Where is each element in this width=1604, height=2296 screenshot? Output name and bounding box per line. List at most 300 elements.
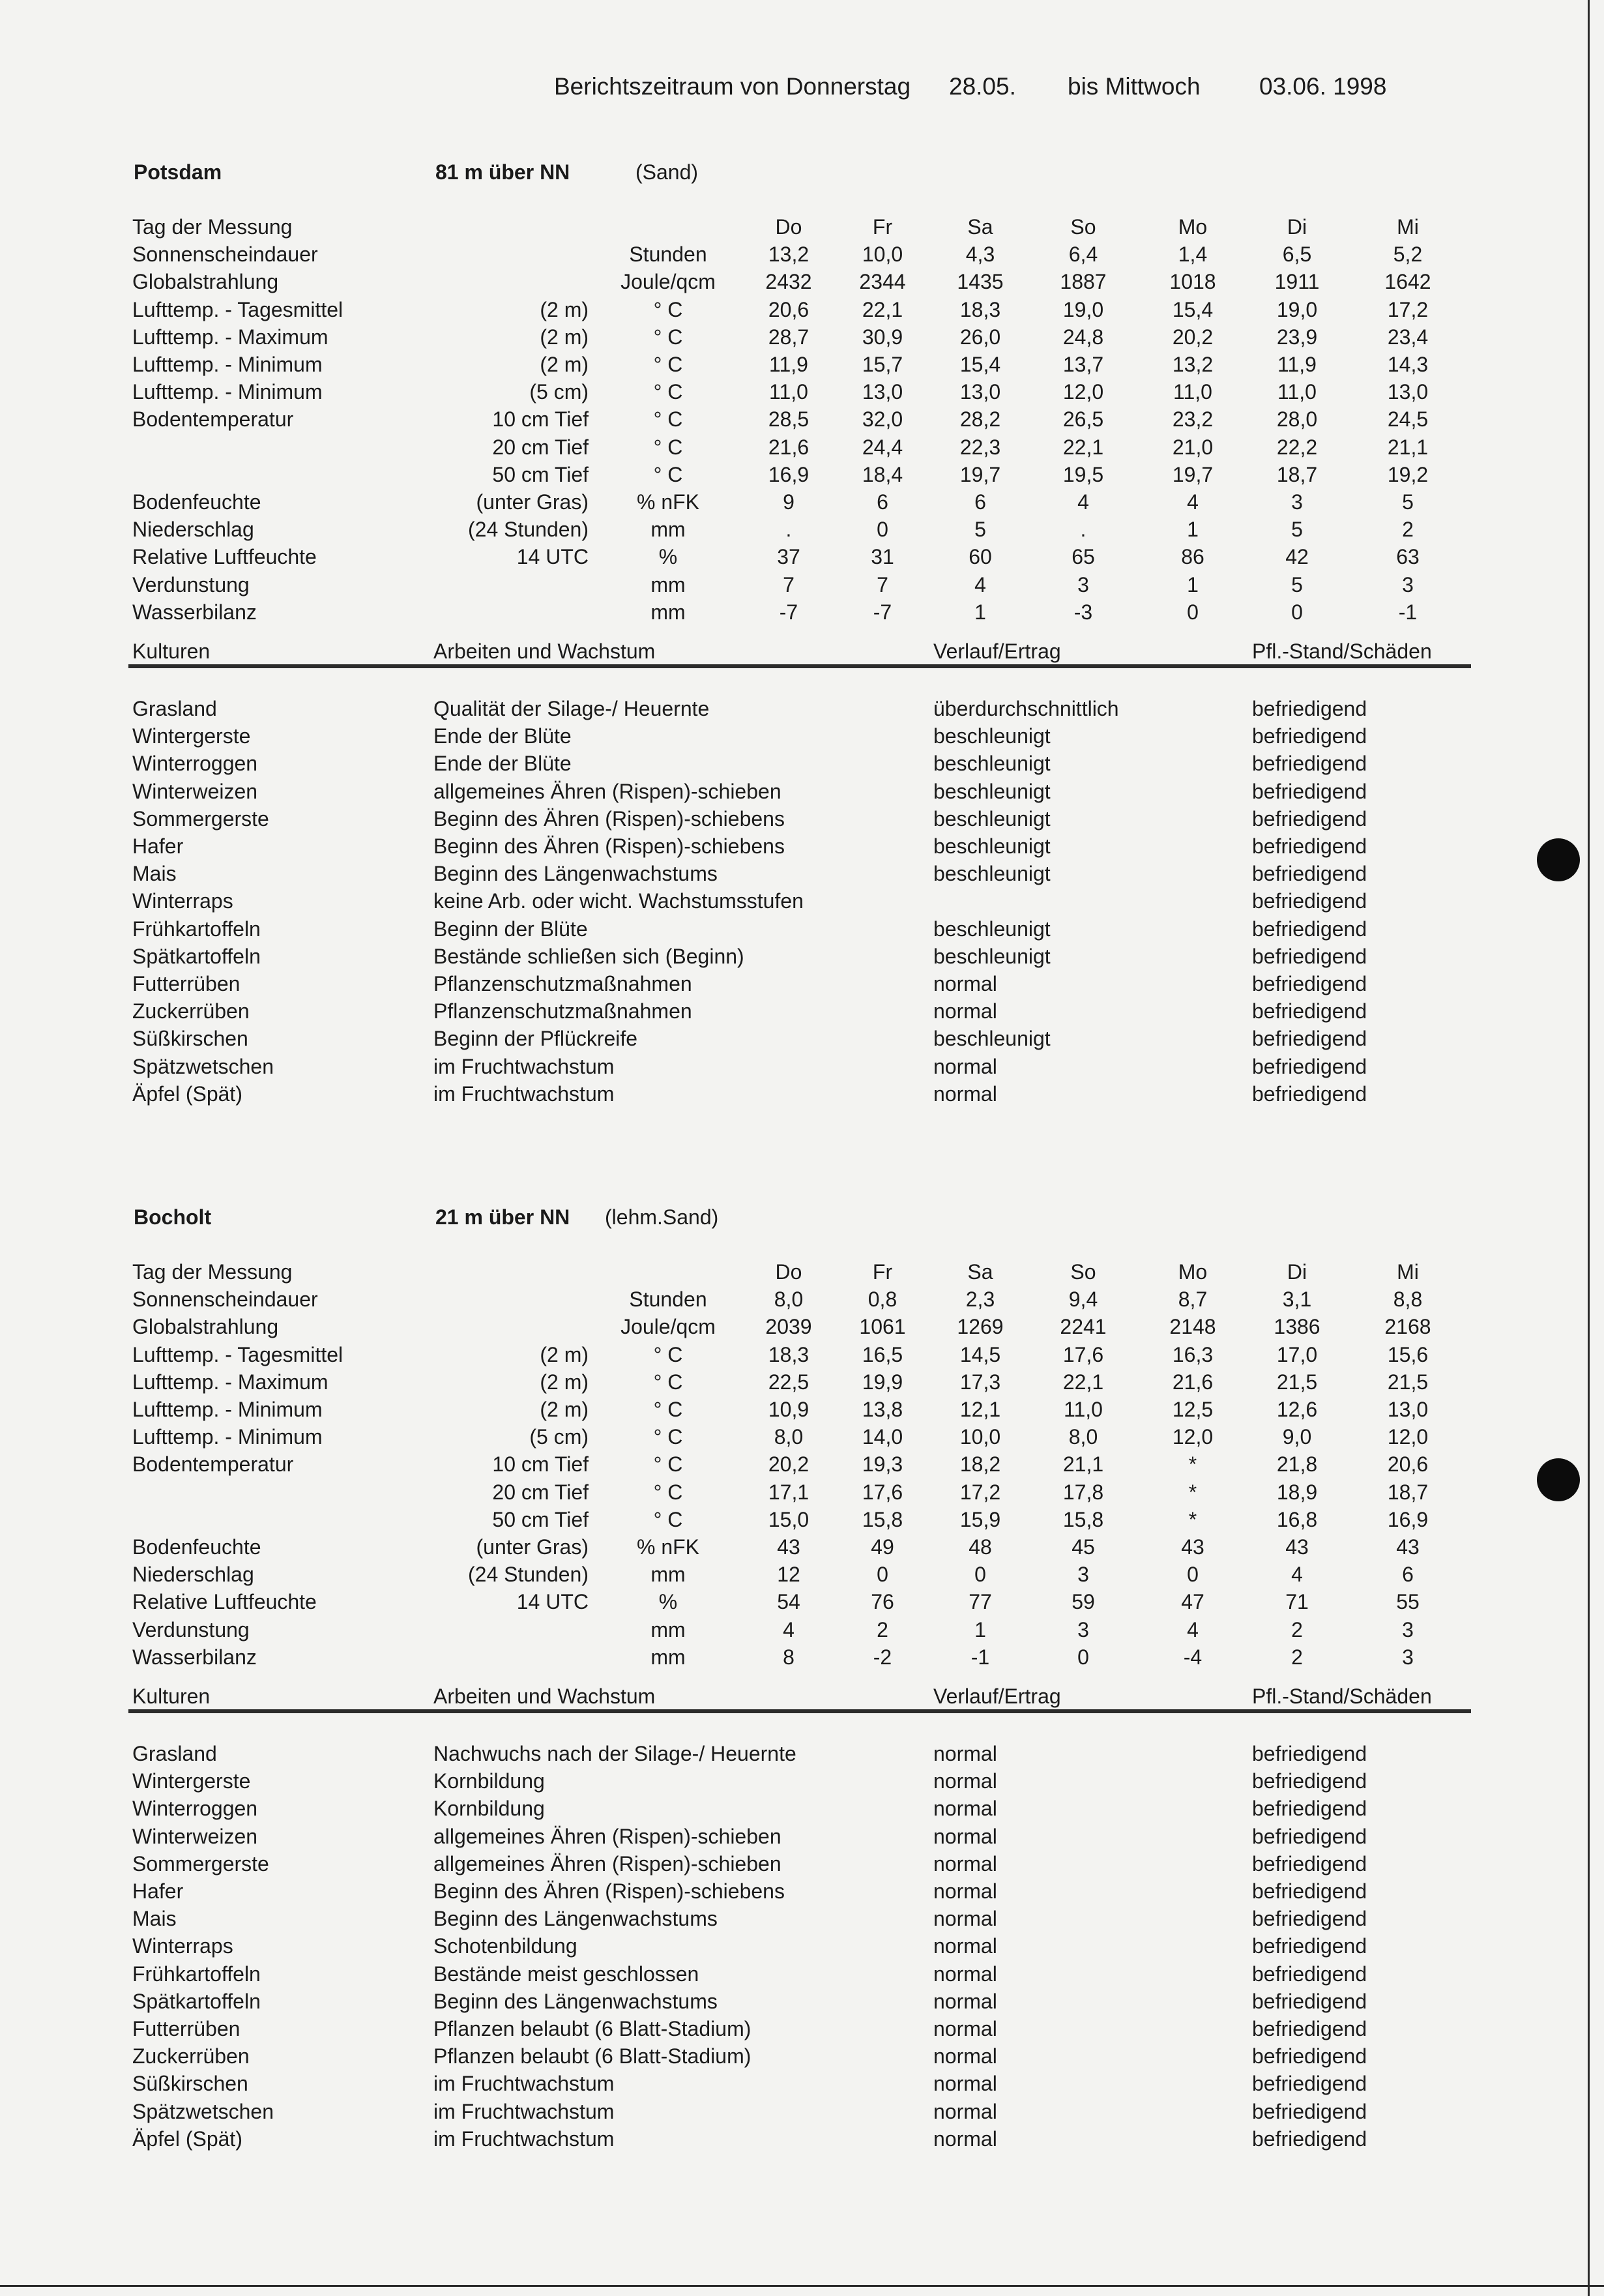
crop-work: im Fruchtwachstum (433, 2127, 615, 2151)
measurement-value: 10,9 (768, 1398, 809, 1421)
measurement-unit: ° C (653, 325, 683, 349)
measurement-value: 0,8 (868, 1288, 897, 1312)
crop-name: Spätkartoffeln (132, 944, 261, 968)
crop-work: Ende der Blüte (433, 724, 572, 748)
measurement-value: 9 (783, 490, 795, 514)
measurement-value: 6,5 (1282, 243, 1312, 267)
measurement-value: 13,2 (768, 243, 809, 267)
measurement-value: 6 (974, 490, 986, 514)
day-header-mo: Mo (1178, 215, 1208, 239)
measurement-unit: % nFK (636, 1535, 700, 1559)
crop-table-rule (128, 664, 1471, 668)
measurement-value: 0 (1187, 1563, 1199, 1587)
crop-progress: normal (933, 2072, 997, 2096)
measurement-value: 4 (1077, 490, 1089, 514)
measurement-value: 1887 (1060, 270, 1107, 294)
measurement-value: 1,4 (1178, 243, 1208, 267)
measurement-value: 18,2 (959, 1452, 1001, 1477)
measurement-value: 0 (974, 1563, 986, 1587)
station-name: Potsdam (134, 160, 222, 184)
crop-table-header: Pfl.-Stand/Schäden (1252, 1685, 1432, 1708)
crop-work: Beginn des Ähren (Rispen)-schiebens (433, 1879, 785, 1903)
measurement-value: 7 (877, 572, 888, 596)
measurement-value: 15,8 (1062, 1507, 1104, 1531)
measurement-value: 8,0 (774, 1288, 804, 1312)
crop-work: Kornbildung (433, 1797, 545, 1821)
crop-name: Grasland (132, 697, 217, 720)
crop-table-header: Arbeiten und Wachstum (433, 1685, 656, 1708)
measurement-value: -1 (1398, 600, 1418, 624)
measurement-value: 24,4 (862, 435, 903, 459)
measurement-value: -1 (970, 1645, 990, 1669)
measurement-value: 2148 (1169, 1315, 1216, 1339)
crop-progress: beschleunigt (933, 724, 1051, 748)
measurement-value: 1 (1187, 572, 1199, 596)
measurement-value: 3,1 (1282, 1288, 1312, 1312)
measurement-value: 30,9 (862, 325, 903, 349)
measurement-label: Lufttemp. - Tagesmittel (132, 297, 343, 321)
crop-progress: normal (933, 1082, 997, 1106)
day-header-do: Do (775, 1260, 802, 1284)
crop-progress: beschleunigt (933, 779, 1051, 803)
measurement-label: Lufttemp. - Minimum (132, 353, 323, 376)
crop-name: Futterrüben (132, 972, 241, 995)
measurement-unit: ° C (653, 1342, 683, 1366)
day-header-mi: Mi (1397, 1260, 1419, 1284)
crop-condition: befriedigend (1252, 697, 1367, 720)
measurement-value: 15,0 (768, 1507, 809, 1531)
crop-name: Winterweizen (132, 1824, 258, 1848)
measurement-unit: ° C (653, 435, 683, 459)
measurement-value: 22,1 (1062, 435, 1104, 459)
measurement-unit: mm (650, 572, 686, 596)
measurement-value: 3 (1291, 490, 1303, 514)
measurement-value: . (1080, 518, 1086, 542)
day-header-di: Di (1287, 215, 1307, 239)
crop-name: Spätzwetschen (132, 2099, 274, 2123)
measurement-value: 0 (877, 1563, 888, 1587)
measurement-unit: ° C (653, 1398, 683, 1421)
measurement-value: 3 (1402, 1617, 1414, 1641)
crop-name: Süßkirschen (132, 2072, 248, 2096)
crop-progress: beschleunigt (933, 834, 1051, 858)
measurement-value: 2 (1402, 518, 1414, 542)
measurement-value: 23,9 (1276, 325, 1318, 349)
crop-work: Kornbildung (433, 1769, 545, 1793)
measurement-value: 24,8 (1062, 325, 1104, 349)
measurement-value: 1269 (957, 1315, 1004, 1339)
measurement-value: 17,3 (959, 1370, 1001, 1394)
crop-table-header: Verlauf/Ertrag (933, 1685, 1061, 1708)
period-middle: bis Mittwoch (1068, 73, 1201, 100)
measurement-value: 1386 (1274, 1315, 1320, 1339)
measurement-value: 19,2 (1387, 462, 1429, 486)
measurement-condition: (unter Gras) (476, 490, 589, 514)
measurement-value: 15,9 (959, 1507, 1001, 1531)
measurement-value: 20,2 (1172, 325, 1214, 349)
crop-work: Pflanzen belaubt (6 Blatt-Stadium) (433, 2017, 751, 2040)
punch-hole-top (1537, 838, 1580, 881)
measurement-value: 43 (1285, 1535, 1309, 1559)
crop-work: Beginn des Ähren (Rispen)-schiebens (433, 834, 785, 858)
measurement-value: 21,6 (1172, 1370, 1214, 1394)
measurement-value: 8 (783, 1645, 795, 1669)
measurement-value: 76 (871, 1590, 894, 1614)
measurement-value: 48 (969, 1535, 992, 1559)
crop-work: Beginn des Ähren (Rispen)-schiebens (433, 806, 785, 831)
measurement-value: 1018 (1169, 270, 1216, 294)
measurement-value: 20,6 (1387, 1452, 1429, 1477)
measurement-condition: (5 cm) (529, 1425, 589, 1449)
crop-name: Winterraps (132, 1934, 233, 1958)
measurement-value: 13,0 (959, 380, 1001, 404)
period-end-date: 03.06. 1998 (1259, 73, 1387, 100)
measurement-value: 3 (1077, 572, 1089, 596)
measurement-value: 43 (777, 1535, 800, 1559)
crop-progress: normal (933, 2044, 997, 2068)
measurement-value: 4 (1187, 490, 1199, 514)
measurement-value: . (785, 518, 792, 542)
measurement-value: 17,2 (959, 1480, 1001, 1504)
measurement-value: 20,2 (768, 1452, 809, 1477)
measurement-value: 15,7 (862, 353, 903, 376)
crop-condition: befriedigend (1252, 1082, 1367, 1106)
crop-progress: beschleunigt (933, 806, 1051, 831)
measurement-value: 24,5 (1387, 407, 1429, 432)
crop-progress: beschleunigt (933, 944, 1051, 968)
crop-condition: befriedigend (1252, 834, 1367, 858)
crop-name: Wintergerste (132, 724, 251, 748)
measurement-value: 5 (974, 518, 986, 542)
measurement-value: 13,0 (1387, 380, 1429, 404)
measurement-value: 11,0 (1173, 380, 1212, 404)
crop-name: Äpfel (Spät) (132, 2127, 242, 2151)
measurement-value: 22,2 (1276, 435, 1318, 459)
measurement-unit: mm (650, 1563, 686, 1587)
crop-work: Nachwuchs nach der Silage-/ Heuernte (433, 1742, 796, 1765)
crop-table-rule (128, 1709, 1471, 1713)
crop-work: keine Arb. oder wicht. Wachstumsstufen (433, 889, 804, 913)
crop-condition: befriedigend (1252, 1824, 1367, 1848)
crop-condition: befriedigend (1252, 1797, 1367, 1821)
measurement-value: 3 (1402, 1645, 1414, 1669)
crop-condition: befriedigend (1252, 779, 1367, 803)
measurement-value: 16,9 (1387, 1507, 1429, 1531)
crop-progress: normal (933, 1851, 997, 1876)
measurement-value: 28,2 (959, 407, 1001, 432)
measurement-value: 9,0 (1282, 1425, 1312, 1449)
measurement-label: Bodentemperatur (132, 407, 294, 432)
measurement-label: Lufttemp. - Tagesmittel (132, 1342, 343, 1366)
crop-name: Futterrüben (132, 2017, 241, 2040)
crop-condition: befriedigend (1252, 1962, 1367, 1986)
measurement-value: 20,6 (768, 297, 809, 321)
crop-work: Bestände meist geschlossen (433, 1962, 699, 1986)
measurement-label: Verdunstung (132, 572, 250, 596)
measurement-value: 10,0 (959, 1425, 1001, 1449)
station-name: Bocholt (134, 1205, 212, 1229)
measurement-unit: ° C (653, 1452, 683, 1477)
crop-progress: normal (933, 1962, 997, 1986)
measurement-value: 5,2 (1393, 243, 1423, 267)
measurement-value: 45 (1072, 1535, 1095, 1559)
measurement-label: Bodenfeuchte (132, 1535, 261, 1559)
measurement-value: 22,3 (959, 435, 1001, 459)
measurement-value: -3 (1073, 600, 1093, 624)
crop-condition: befriedigend (1252, 862, 1367, 886)
crop-condition: befriedigend (1252, 917, 1367, 941)
crop-progress: normal (933, 2017, 997, 2040)
measurement-value: 6 (877, 490, 888, 514)
measurement-condition: 50 cm Tief (492, 1507, 589, 1531)
measurement-value: 12 (777, 1563, 800, 1587)
crop-condition: befriedigend (1252, 1879, 1367, 1903)
measurement-value: 16,5 (862, 1342, 903, 1366)
crop-work: Pflanzen belaubt (6 Blatt-Stadium) (433, 2044, 751, 2068)
measurement-label: Wasserbilanz (132, 1645, 257, 1669)
measurement-condition: (2 m) (540, 1342, 589, 1366)
measurement-value: 1911 (1274, 270, 1320, 294)
measurement-value: 22,5 (768, 1370, 809, 1394)
measurement-label: Globalstrahlung (132, 1315, 279, 1339)
measurement-value: 11,0 (1277, 380, 1317, 404)
measurement-value: 54 (777, 1590, 800, 1614)
crop-progress: normal (933, 1989, 997, 2013)
measurement-value: 13,2 (1172, 353, 1214, 376)
measurement-value: 21,8 (1276, 1452, 1318, 1477)
measurement-value: 15,6 (1387, 1342, 1429, 1366)
measurement-value: 28,5 (768, 407, 809, 432)
measurement-value: 55 (1396, 1590, 1420, 1614)
measurement-value: 1 (974, 600, 986, 624)
crop-name: Wintergerste (132, 1769, 251, 1793)
measurement-value: 2 (1291, 1617, 1303, 1641)
crop-name: Hafer (132, 834, 184, 858)
period-prefix: Berichtszeitraum von Donnerstag (554, 73, 911, 100)
measurement-value: 23,4 (1387, 325, 1429, 349)
measurement-label: Lufttemp. - Minimum (132, 1425, 323, 1449)
measurement-value: 21,0 (1172, 435, 1214, 459)
measurement-condition: 50 cm Tief (492, 462, 589, 486)
measurement-value: * (1188, 1452, 1197, 1477)
measurement-value: 14,0 (862, 1425, 903, 1449)
crop-condition: befriedigend (1252, 2127, 1367, 2151)
measurement-value: 8,0 (1068, 1425, 1098, 1449)
measurement-condition: (2 m) (540, 1370, 589, 1394)
measurement-value: 1 (1187, 518, 1199, 542)
crop-name: Hafer (132, 1879, 184, 1903)
measurement-value: 32,0 (862, 407, 903, 432)
measurement-value: 31 (871, 545, 894, 569)
measurement-value: 19,0 (1062, 297, 1104, 321)
measurement-value: 21,5 (1387, 1370, 1429, 1394)
measurement-unit: ° C (653, 380, 683, 404)
crop-work: Beginn der Pflückreife (433, 1027, 638, 1051)
crop-condition: befriedigend (1252, 724, 1367, 748)
crop-name: Sommergerste (132, 1851, 269, 1876)
crop-work: im Fruchtwachstum (433, 1054, 615, 1078)
measurement-value: 2168 (1384, 1315, 1431, 1339)
crop-condition: befriedigend (1252, 752, 1367, 776)
crop-progress: normal (933, 2099, 997, 2123)
measurement-value: 19,7 (959, 462, 1001, 486)
period-start-date: 28.05. (949, 73, 1016, 100)
measurement-unit: Joule/qcm (620, 1315, 716, 1339)
crop-name: Frühkartoffeln (132, 917, 261, 941)
page-edge-right (1588, 0, 1590, 2296)
crop-progress: normal (933, 2127, 997, 2151)
station-soil: (lehm.Sand) (605, 1205, 719, 1229)
measurement-unit: mm (650, 518, 686, 542)
crop-work: allgemeines Ähren (Rispen)-schieben (433, 779, 781, 803)
crop-condition: befriedigend (1252, 1907, 1367, 1931)
measurement-value: 12,0 (1387, 1425, 1429, 1449)
measurement-value: 19,3 (862, 1452, 903, 1477)
crop-name: Zuckerrüben (132, 2044, 250, 2068)
page-edge-bottom (0, 2285, 1604, 2287)
crop-name: Äpfel (Spät) (132, 1082, 242, 1106)
day-header-fr: Fr (872, 215, 893, 239)
measurement-unit: ° C (653, 1425, 683, 1449)
crop-name: Grasland (132, 1742, 217, 1765)
measurement-condition: 14 UTC (516, 1590, 589, 1614)
crop-progress: normal (933, 1742, 997, 1765)
measurement-value: 17,6 (1062, 1342, 1104, 1366)
day-label: Tag der Messung (132, 1260, 293, 1284)
measurement-value: 8,0 (774, 1425, 804, 1449)
crop-condition: befriedigend (1252, 972, 1367, 995)
crop-work: im Fruchtwachstum (433, 2099, 615, 2123)
measurement-condition: (2 m) (540, 353, 589, 376)
measurement-condition: (2 m) (540, 297, 589, 321)
measurement-value: 17,8 (1062, 1480, 1104, 1504)
crop-condition: befriedigend (1252, 999, 1367, 1023)
day-label: Tag der Messung (132, 215, 293, 239)
measurement-value: 42 (1285, 545, 1309, 569)
measurement-condition: 20 cm Tief (492, 1480, 589, 1504)
measurement-value: 17,1 (768, 1480, 809, 1504)
measurement-condition: (24 Stunden) (467, 1563, 589, 1587)
crop-progress: normal (933, 1054, 997, 1078)
measurement-value: 21,6 (768, 435, 809, 459)
measurement-value: 18,7 (1276, 462, 1318, 486)
measurement-value: * (1188, 1507, 1197, 1531)
measurement-value: 5 (1291, 518, 1303, 542)
crop-work: im Fruchtwachstum (433, 1082, 615, 1106)
measurement-value: 12,6 (1276, 1398, 1318, 1421)
measurement-value: 12,0 (1172, 1425, 1214, 1449)
measurement-value: 11,0 (769, 380, 808, 404)
measurement-value: 4 (1291, 1563, 1303, 1587)
crop-condition: befriedigend (1252, 1934, 1367, 1958)
measurement-value: 65 (1072, 545, 1095, 569)
crop-table-header: Verlauf/Ertrag (933, 640, 1061, 663)
measurement-value: 9,4 (1068, 1288, 1098, 1312)
measurement-value: 2241 (1060, 1315, 1107, 1339)
measurement-value: 2039 (765, 1315, 812, 1339)
measurement-value: 15,8 (862, 1507, 903, 1531)
measurement-label: Niederschlag (132, 1563, 254, 1587)
measurement-unit: mm (650, 1617, 686, 1641)
measurement-value: 19,5 (1062, 462, 1104, 486)
measurement-value: 16,3 (1172, 1342, 1214, 1366)
measurement-unit: ° C (653, 407, 683, 432)
measurement-value: 18,4 (862, 462, 903, 486)
measurement-value: 12,0 (1062, 380, 1104, 404)
measurement-unit: Stunden (629, 243, 707, 267)
crop-work: Schotenbildung (433, 1934, 577, 1958)
measurement-condition: 14 UTC (516, 545, 589, 569)
measurement-value: 18,7 (1387, 1480, 1429, 1504)
measurement-label: Lufttemp. - Minimum (132, 380, 323, 404)
crop-progress: normal (933, 972, 997, 995)
measurement-value: 0 (1077, 1645, 1089, 1669)
measurement-value: 0 (1291, 600, 1303, 624)
crop-progress: beschleunigt (933, 862, 1051, 886)
crop-name: Sommergerste (132, 806, 269, 831)
measurement-value: 3 (1077, 1617, 1089, 1641)
measurement-value: 2432 (765, 270, 812, 294)
measurement-value: 4 (783, 1617, 795, 1641)
measurement-value: 1061 (859, 1315, 906, 1339)
crop-name: Winterraps (132, 889, 233, 913)
crop-name: Mais (132, 862, 177, 886)
crop-condition: befriedigend (1252, 2072, 1367, 2096)
crop-condition: befriedigend (1252, 1769, 1367, 1793)
measurement-condition: (unter Gras) (476, 1535, 589, 1559)
measurement-value: 13,8 (862, 1398, 903, 1421)
measurement-value: 2344 (859, 270, 906, 294)
measurement-value: 37 (777, 545, 800, 569)
day-header-sa: Sa (967, 1260, 993, 1284)
measurement-label: Lufttemp. - Minimum (132, 1398, 323, 1421)
measurement-unit: % nFK (636, 490, 700, 514)
day-header-do: Do (775, 215, 802, 239)
measurement-unit: % (658, 545, 678, 569)
crop-condition: befriedigend (1252, 1989, 1367, 2013)
crop-work: im Fruchtwachstum (433, 2072, 615, 2096)
measurement-value: 16,9 (768, 462, 809, 486)
measurement-value: 86 (1181, 545, 1204, 569)
station-soil: (Sand) (635, 160, 699, 184)
measurement-value: 28,0 (1276, 407, 1318, 432)
measurement-value: 10,0 (862, 243, 903, 267)
measurement-value: 26,0 (959, 325, 1001, 349)
crop-work: Ende der Blüte (433, 752, 572, 776)
day-header-di: Di (1287, 1260, 1307, 1284)
measurement-value: 4 (1187, 1617, 1199, 1641)
measurement-value: 43 (1181, 1535, 1204, 1559)
crop-progress: normal (933, 1879, 997, 1903)
crop-work: Qualität der Silage-/ Heuernte (433, 697, 710, 720)
measurement-value: 28,7 (768, 325, 809, 349)
measurement-label: Bodenfeuchte (132, 490, 261, 514)
measurement-value: 71 (1285, 1590, 1309, 1614)
measurement-unit: Stunden (629, 1288, 707, 1312)
measurement-unit: Joule/qcm (620, 270, 716, 294)
station-elevation: 21 m über NN (435, 1205, 570, 1229)
crop-progress: normal (933, 1797, 997, 1821)
measurement-label: Bodentemperatur (132, 1452, 294, 1477)
measurement-value: 18,9 (1276, 1480, 1318, 1504)
measurement-value: 17,2 (1387, 297, 1429, 321)
crop-work: allgemeines Ähren (Rispen)-schieben (433, 1824, 781, 1848)
crop-work: Beginn des Längenwachstums (433, 1989, 718, 2013)
punch-hole-bottom (1537, 1458, 1580, 1501)
measurement-label: Verdunstung (132, 1617, 250, 1641)
measurement-condition: (24 Stunden) (467, 518, 589, 542)
measurement-unit: ° C (653, 297, 683, 321)
